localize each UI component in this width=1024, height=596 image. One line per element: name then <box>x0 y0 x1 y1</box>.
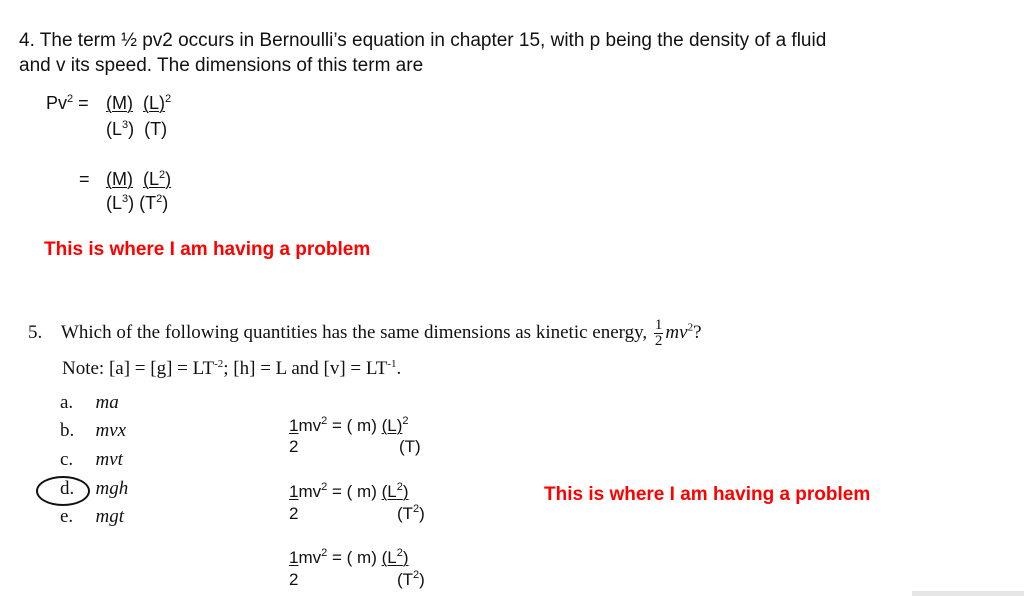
q5-work-1-numerator: $1mv^2$ = ( m) $(L)^2$ <box>289 414 409 435</box>
q5-option-e: e. mgt <box>60 506 124 527</box>
q5-work-3-two: 2 <box>289 570 299 589</box>
q5-work-3-denominator: $(T^2)$ <box>397 568 425 589</box>
q5-option-c: c. mvt <box>60 449 123 470</box>
q5-option-d: d. mgh <box>60 478 129 499</box>
q5-half-fraction: $\frac{1}{2}$ <box>654 317 663 349</box>
q4-line-2: and v its speed. The dimensions of this term are <box>19 55 424 76</box>
q4-eq1-denominator: $(L^3)$ (T) <box>106 118 168 139</box>
q5-option-b: b. mvx <box>60 420 127 441</box>
q5-option-a: a. ma <box>60 392 119 413</box>
q4-eq1-numerator: (M) $(L)^2$ <box>106 92 172 113</box>
q5-work-3-numerator: $1mv^2$ = ( m) $(L^2)$ <box>289 546 409 567</box>
q4-eq2-equals: = <box>79 169 90 189</box>
answer-circle-mark <box>36 476 90 506</box>
q5-work-1-two: 2 <box>289 437 299 456</box>
q5-work-2-two: 2 <box>289 504 299 523</box>
q4-eq2-numerator: (M) $(L^2)$ <box>106 168 172 189</box>
q5-note: Note: $[a] = [g] = LT^{-2}$; [h] = L and $[v] = LT^{-1}$. <box>62 357 402 379</box>
q5-work-1-denominator: (T) <box>399 437 421 456</box>
scrollbar-track[interactable] <box>912 591 1024 596</box>
q5-work-2-numerator: $1mv^2$ = ( m) $(L^2)$ <box>289 480 409 501</box>
q4-problem-note: This is where I am having a problem <box>44 239 371 260</box>
q4-line-1: 4. The term ½ pv2 occurs in Bernoulli’s equation in chapter 15, with p being the density of a fluid <box>19 30 827 51</box>
q5-problem-note: This is where I am having a problem <box>544 484 871 505</box>
q5-work-2-denominator: $(T^2)$ <box>397 502 425 523</box>
q5-question: 5. Which of the following quantities has the same dimensions as kinetic energy, $\frac{1}{2}$ $mv^2$? <box>28 317 702 349</box>
q4-eq2-denominator: $(L^3)$ $(T^2)$ <box>106 192 169 213</box>
q4-eq1-lhs: Pv$^2$ = <box>46 92 89 113</box>
